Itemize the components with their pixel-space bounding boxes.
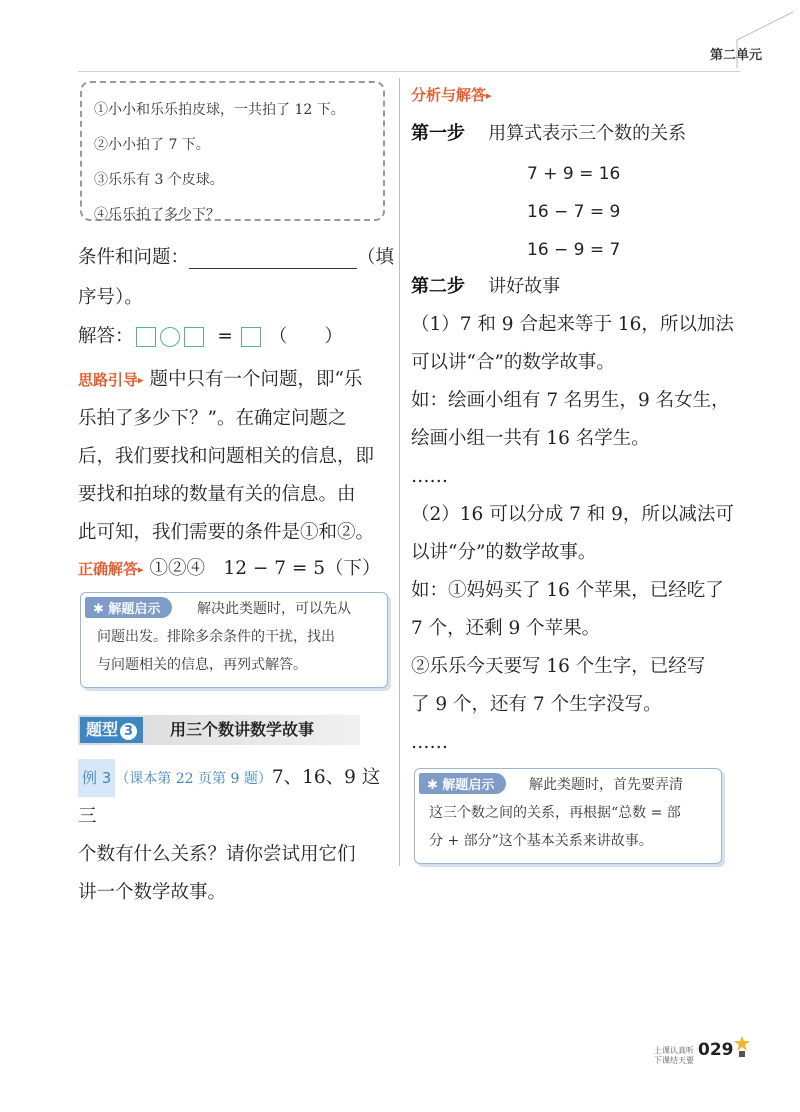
example-tag: 例 3: [78, 759, 115, 797]
footer-slogan-2: 下课结天要: [654, 1056, 694, 1065]
story-line-6: （2）16 可以分成 7 和 9，所以减法可: [411, 504, 734, 525]
answer-box-1[interactable]: [136, 327, 156, 347]
condition-3: ③乐乐有 3 个皮球。: [94, 172, 224, 188]
answer-label: 解答：: [78, 326, 134, 347]
tip-left-line-1: 解决此类题时，可以先从: [197, 601, 351, 617]
story-line-3: 如：绘画小组有 7 名男生，9 名女生，: [411, 390, 730, 411]
hint-label: 思路引导▸: [78, 371, 144, 389]
story-line-8: 如：①妈妈买了 16 个苹果，已经吃了: [411, 580, 724, 601]
type-tag: 题型 3: [80, 717, 143, 743]
story-line-10: ②乐乐今天要写 16 个生字，已经写: [411, 656, 706, 677]
tip-label-left: ✱ 解题启示: [85, 597, 172, 618]
header-rule: [78, 71, 740, 72]
story-line-1: （1）7 和 9 合起来等于 16，所以加法: [411, 314, 734, 335]
question-line-2: 序号）。: [78, 287, 143, 308]
answer-unit-paren: （ ）: [268, 326, 343, 347]
footer-slogan-1: 上课认真听: [654, 1046, 694, 1055]
story-line-5: ……: [411, 466, 448, 487]
footer-slogan: [654, 1046, 694, 1066]
tip-right-line-2: 这三个数之间的关系，再根据“总数 = 部: [429, 805, 681, 821]
story-line-11: 了 9 个，还有 7 个生字没写。: [411, 694, 662, 715]
example-line-3: 讲一个数学故事。: [78, 882, 227, 903]
step1: [411, 119, 686, 145]
equation-3: 16 − 9 = 7: [527, 240, 621, 260]
hint-line-3: 后，我们要找和问题相关的信息，即: [78, 445, 375, 467]
tip-box-left: [80, 592, 388, 688]
answer-box-2[interactable]: [184, 327, 204, 347]
hint-line-2: 乐拍了多少下？”。在确定问题之: [78, 407, 347, 429]
answer-line: [78, 322, 396, 348]
page-number: 029: [698, 1040, 734, 1060]
step1-text: 用算式表示三个数的关系: [488, 123, 687, 144]
hint-line-1: 题中只有一个问题，即“乐: [149, 369, 363, 390]
story-line-12: ……: [411, 732, 448, 753]
step2-title: 第二步: [411, 276, 465, 297]
correct-text: ①②④ 12 − 7 = 5（下）: [149, 558, 381, 579]
example-source: （课本第 22 页第 9 题）: [115, 771, 272, 787]
correct-label: 正确解答▸: [78, 560, 144, 578]
conditions-box: [80, 81, 385, 221]
condition-1: ①小小和乐乐拍皮球，一共拍了 12 下。: [94, 102, 345, 118]
answer-blank[interactable]: [189, 248, 357, 269]
question-end: （填: [357, 247, 395, 268]
answer-operator-circle[interactable]: [160, 327, 180, 347]
equation-1: 7 + 9 = 16: [527, 164, 621, 184]
question-label: 条件和问题：: [78, 247, 190, 268]
tip-label-right: ✱ 解题启示: [419, 773, 506, 794]
tip-left-line-2: 问题出发。排除多余条件的干扰，找出: [97, 629, 335, 645]
equation-2: 16 − 7 = 9: [527, 202, 621, 222]
step2: [411, 272, 560, 298]
story-line-4: 绘画小组一共有 16 名学生。: [411, 428, 650, 449]
tip-box-right: [414, 768, 722, 864]
tip-right-line-1: 解此类题时，首先要弄清: [529, 777, 683, 793]
question-line: [78, 243, 396, 269]
equations: [527, 155, 620, 269]
story-lines: [411, 306, 736, 762]
mascot-icon: [733, 1036, 751, 1058]
correct-answer: [78, 554, 396, 580]
answer-box-3[interactable]: [241, 327, 261, 347]
type-title: 用三个数讲数学故事: [170, 720, 315, 739]
example-line-1: 7、16、9 这三: [78, 767, 381, 827]
type-number: 3: [120, 723, 137, 740]
hint-line-4: 要找和拍球的数量有关的信息。由: [78, 483, 356, 505]
story-line-2: 可以讲“合”的数学故事。: [411, 352, 615, 373]
tip-left-line-3: 与问题相关的信息，再列式解答。: [97, 657, 307, 673]
answer-equals: =: [217, 326, 233, 347]
condition-4: ④乐乐拍了多少下？: [94, 207, 220, 223]
column-divider: [399, 78, 400, 866]
analysis-label: 分析与解答▸: [411, 86, 492, 104]
story-line-9: 7 个，还剩 9 个苹果。: [411, 618, 601, 639]
corner-decoration: [735, 10, 795, 70]
tip-right-line-3: 分 + 部分”这个基本关系来讲故事。: [429, 833, 653, 849]
example-block: [78, 759, 396, 912]
step1-title: 第一步: [411, 123, 465, 144]
hint-line-5: 此可知，我们需要的条件是①和②。: [78, 521, 375, 543]
hint-block: [78, 361, 396, 552]
step2-text: 讲好故事: [488, 276, 561, 297]
unit-title: 第二单元: [709, 48, 762, 63]
story-line-7: 以讲“分”的数学故事。: [411, 542, 597, 563]
example-line-2: 个数有什么关系？请你尝试用它们: [78, 844, 356, 865]
condition-2: ②小小拍了 7 下。: [94, 137, 210, 153]
